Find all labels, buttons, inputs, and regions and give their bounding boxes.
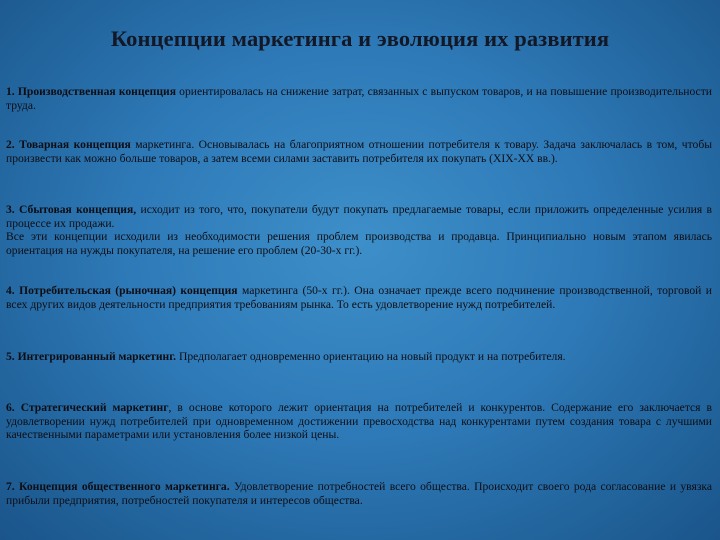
concept-name: Сбытовая концепция, [19, 203, 137, 216]
item-number: 1. [6, 85, 15, 98]
concept-description: ориентировалась на снижение затрат, связанных с выпуском товаров, и на повышение производительности труда. [6, 85, 712, 112]
concept-item-7 [6, 480, 712, 507]
concept-item-2 [6, 138, 712, 165]
concept-name: Стратегический маркетинг [20, 401, 169, 414]
item-number: 5. [6, 350, 15, 363]
item-number: 2. [6, 138, 15, 151]
concept-name: Товарная концепция [19, 138, 131, 151]
slide-title: Концепции маркетинга и эволюция их развития [110, 26, 610, 51]
item-number: 7. [6, 480, 15, 493]
concept-note: Все эти концепции исходили из необходимости решения проблем производства и продавца. Принципиально новым этапом явилась ориентация на нужды покупателя, на решение его проблем (20-30-х гг.). [6, 230, 712, 257]
concept-name: Производственная концепция [17, 85, 176, 98]
concept-item-6 [6, 401, 712, 442]
concept-item-3 [6, 203, 712, 257]
concept-description: Удовлетворение потребностей всего общества. Происходит своего рода согласование и увязка прибыли предприятия, потребностей покупателя и интересов общества. [6, 480, 712, 507]
item-number: 6. [6, 401, 15, 414]
concept-item-5 [6, 350, 712, 364]
item-number: 4. [6, 284, 15, 297]
concept-description: маркетинга (50-х гг.). Она означает прежде всего подчинение производственной, торговой и всех других видов деятельности предприятия требованиям рынка. То есть удовлетворение нужд потребителей. [6, 284, 712, 311]
concept-item-4 [6, 284, 712, 311]
concept-description: исходит из того, что, покупатели будут покупать предлагаемые товары, если приложить определенные усилия в процессе их продажи. [6, 203, 712, 230]
concept-description: , в основе которого лежит ориентация на потребителей и конкурентов. Содержание его заключается в удовлетворении нужд потребителей при одновременном достижении превосходства над конкурентами путем создания товара с лучшими качественными параметрами или установления более низкой цены. [6, 401, 712, 442]
concept-description: Предполагает одновременно ориентацию на новый продукт и на потребителя. [176, 350, 566, 363]
concept-name: Концепция общественного маркетинга. [19, 480, 230, 493]
item-number: 3. [6, 203, 15, 216]
concept-description: маркетинга. Основывалась на благоприятном отношении потребителя к товару. Задача заключалась в том, чтобы произвести как можно больше товаров, а затем всеми силами заставить потребителя их покупать (XIX-XX вв.). [6, 138, 713, 165]
concept-item-1 [6, 85, 712, 112]
concept-name: Интегрированный маркетинг. [17, 350, 177, 363]
concept-name: Потребительская (рыночная) концепция [19, 284, 238, 297]
